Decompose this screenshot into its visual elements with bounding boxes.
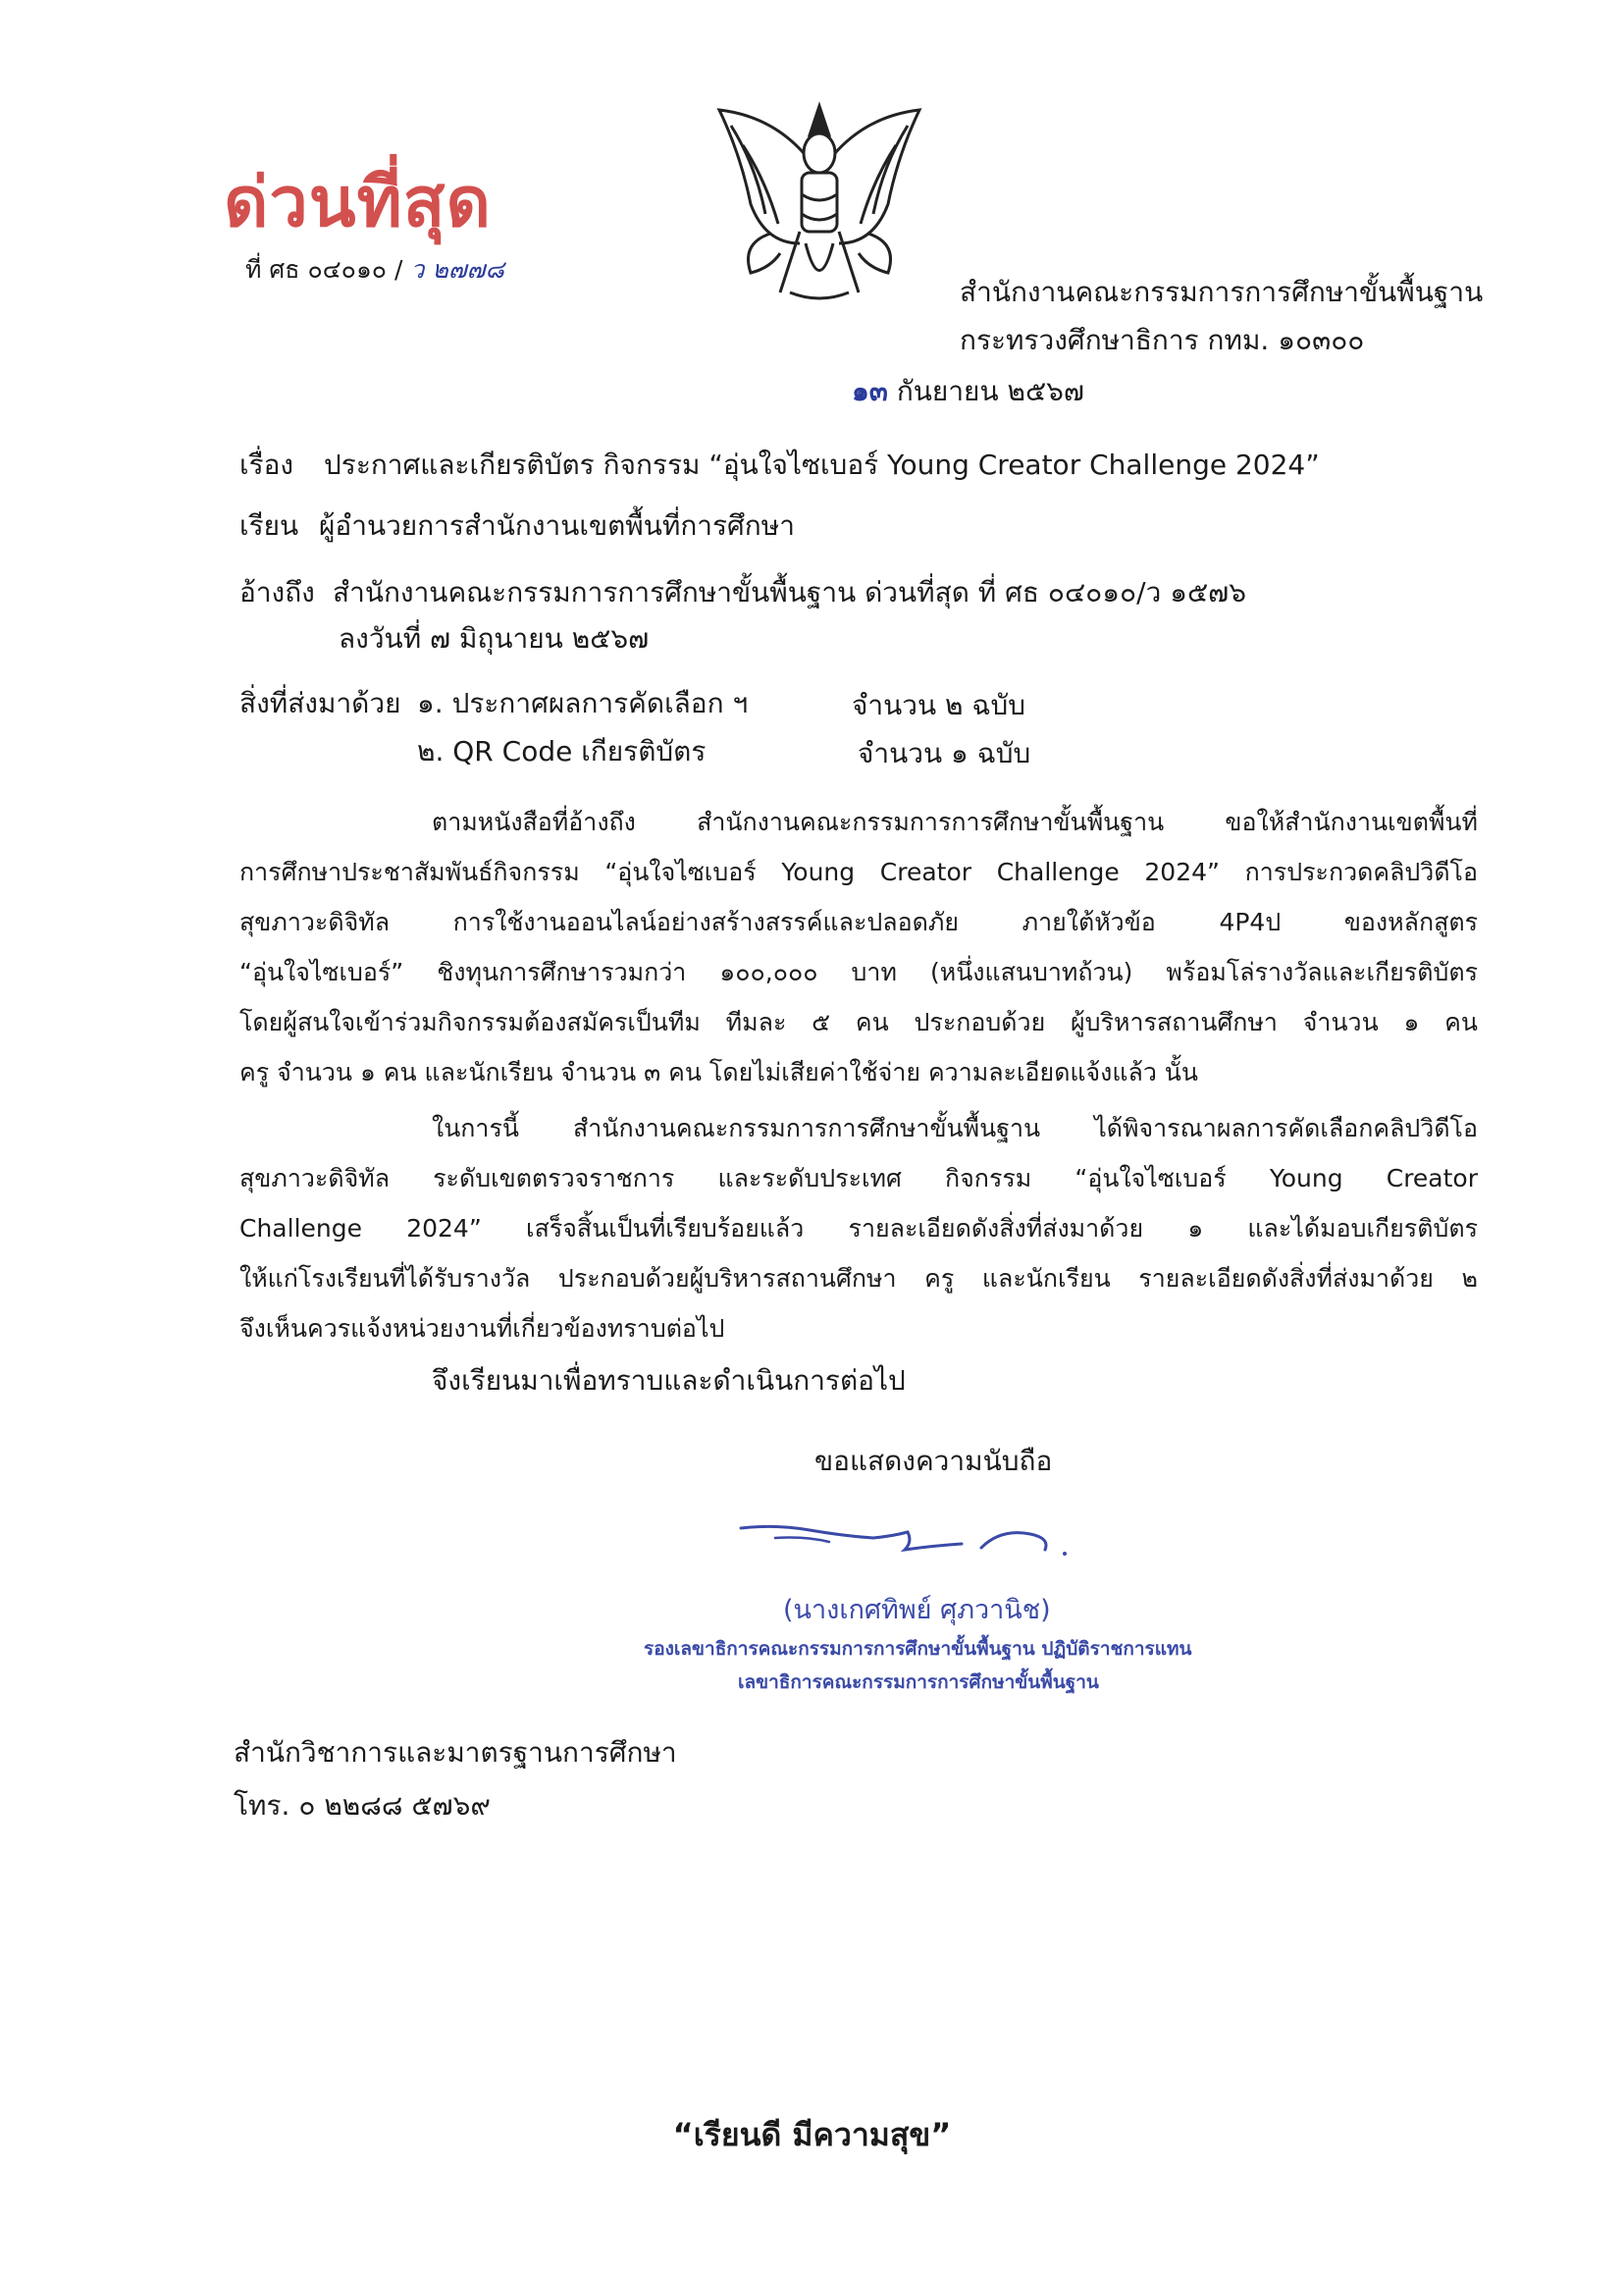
enclosure-item-1: ๑. ประกาศผลการคัดเลือก ฯ <box>417 687 749 719</box>
to-text: ผู้อำนวยการสำนักงานเขตพื้นที่การศึกษา <box>319 509 795 542</box>
garuda-emblem-icon <box>711 96 927 307</box>
paragraph-line: “อุ่นใจไซเบอร์” ชิงทุนการศึกษารวมกว่า ๑๐๐,๐๐๐ บาท (หนึ่งแสนบาทถ้วน) พร้อมโล่รางวัลและเกียรติบัตร <box>239 958 1478 986</box>
document-date <box>852 375 1084 407</box>
signatory-name: (นางเกศทิพย์ ศุภวานิช) <box>783 1595 1051 1625</box>
signatory-position-2: เลขาธิการคณะกรรมการการศึกษาขั้นพื้นฐาน <box>738 1671 1099 1693</box>
closing-sentence: จึงเรียนมาเพื่อทราบและดำเนินการต่อไป <box>432 1364 906 1397</box>
salutation: ขอแสดงความนับถือ <box>814 1445 1053 1477</box>
paragraph-line: จึงเห็นควรแจ้งหน่วยงานที่เกี่ยวข้องทราบต่อไป <box>239 1314 725 1343</box>
reference-line-1: สำนักงานคณะกรรมการการศึกษาขั้นพื้นฐาน ด่วนที่สุด ที่ ศธ ๐๔๐๑๐/ว ๑๕๗๖ <box>333 576 1246 609</box>
document-number <box>245 257 504 282</box>
urgency-stamp: ด่วนที่สุด <box>224 162 492 242</box>
issuing-office: สำนักวิชาการและมาตรฐานการศึกษา <box>234 1736 677 1769</box>
date-month-year: กันยายน ๒๕๖๗ <box>887 375 1084 407</box>
org-line-1: สำนักงานคณะกรรมการการศึกษาขั้นพื้นฐาน <box>960 276 1484 308</box>
document-number-prefix: ที่ ศธ ๐๔๐๑๐ / <box>245 255 411 284</box>
enclosure-qty-1: จำนวน ๒ ฉบับ <box>852 689 1026 721</box>
body-paragraph-1 <box>239 797 1478 1097</box>
enclosure-qty-2: จำนวน ๑ ฉบับ <box>858 737 1031 769</box>
paragraph-line: โดยผู้สนใจเข้าร่วมกิจกรรมต้องสมัครเป็นทีม ทีมละ ๕ คน ประกอบด้วย ผู้บริหารสถานศึกษา จำนวน ๑ คน <box>239 1008 1478 1036</box>
paragraph-line: ในการนี้ สำนักงานคณะกรรมการการศึกษาขั้นพื้นฐาน ได้พิจารณาผลการคัดเลือกคลิปวิดีโอ <box>432 1114 1478 1142</box>
paragraph-line: ให้แก่โรงเรียนที่ได้รับรางวัล ประกอบด้วยผู้บริหารสถานศึกษา ครู และนักเรียน รายละเอียดดังสิ่งที่ส่งมาด้วย ๒ <box>239 1264 1478 1293</box>
enclosures-label: สิ่งที่ส่งมาด้วย <box>239 687 401 719</box>
paragraph-line: ตามหนังสือที่อ้างถึง สำนักงานคณะกรรมการการศึกษาขั้นพื้นฐาน ขอให้สำนักงานเขตพื้นที่ <box>432 808 1478 836</box>
date-day-handwritten: ๑๓ <box>852 375 888 407</box>
reference-label: อ้างถึง <box>239 576 315 609</box>
handwritten-signature <box>736 1516 1099 1565</box>
paragraph-line: สุขภาวะดิจิทัล การใช้งานออนไลน์อย่างสร้างสรรค์และปลอดภัย ภายใต้หัวข้อ 4P4ป ของหลักสูตร <box>239 908 1478 936</box>
subject-text: ประกาศและเกียรติบัตร กิจกรรม “อุ่นใจไซเบอร์ Young Creator Challenge 2024” <box>324 449 1320 481</box>
body-paragraph-2 <box>239 1103 1478 1353</box>
signatory-position-1: รองเลขาธิการคณะกรรมการการศึกษาขั้นพื้นฐาน ปฏิบัติราชการแทน <box>644 1638 1192 1660</box>
contact-phone: โทร. ๐ ๒๒๘๘ ๕๗๖๙ <box>234 1789 491 1822</box>
paragraph-line: การศึกษาประชาสัมพันธ์กิจกรรม “อุ่นใจไซเบอร์ Young Creator Challenge 2024” การประกวดคลิปวิดีโอ <box>239 858 1478 886</box>
org-line-2: กระทรวงศึกษาธิการ กทม. ๑๐๓๐๐ <box>960 324 1365 356</box>
to-label: เรียน <box>239 509 299 542</box>
paragraph-line: Challenge 2024” เสร็จสิ้นเป็นที่เรียบร้อยแล้ว รายละเอียดดังสิ่งที่ส่งมาด้วย ๑ และได้มอบเกียรติบัตร <box>239 1214 1478 1243</box>
paragraph-line: สุขภาวะดิจิทัล ระดับเขตตรวจราชการ และระดับประเทศ กิจกรรม “อุ่นใจไซเบอร์ Young Creator <box>239 1164 1478 1192</box>
enclosure-item-2: ๒. QR Code เกียรติบัตร <box>417 735 707 767</box>
document-number-handwritten: ว ๒๗๗๘ <box>410 255 504 284</box>
reference-line-2: ลงวันที่ ๗ มิถุนายน ๒๕๖๗ <box>339 622 650 655</box>
motto: “เรียนดี มีความสุข” <box>672 2116 952 2153</box>
paragraph-line: ครู จำนวน ๑ คน และนักเรียน จำนวน ๓ คน โดยไม่เสียค่าใช้จ่าย ความละเอียดแจ้งแล้ว นั้น <box>239 1058 1198 1086</box>
subject-label: เรื่อง <box>239 449 294 481</box>
